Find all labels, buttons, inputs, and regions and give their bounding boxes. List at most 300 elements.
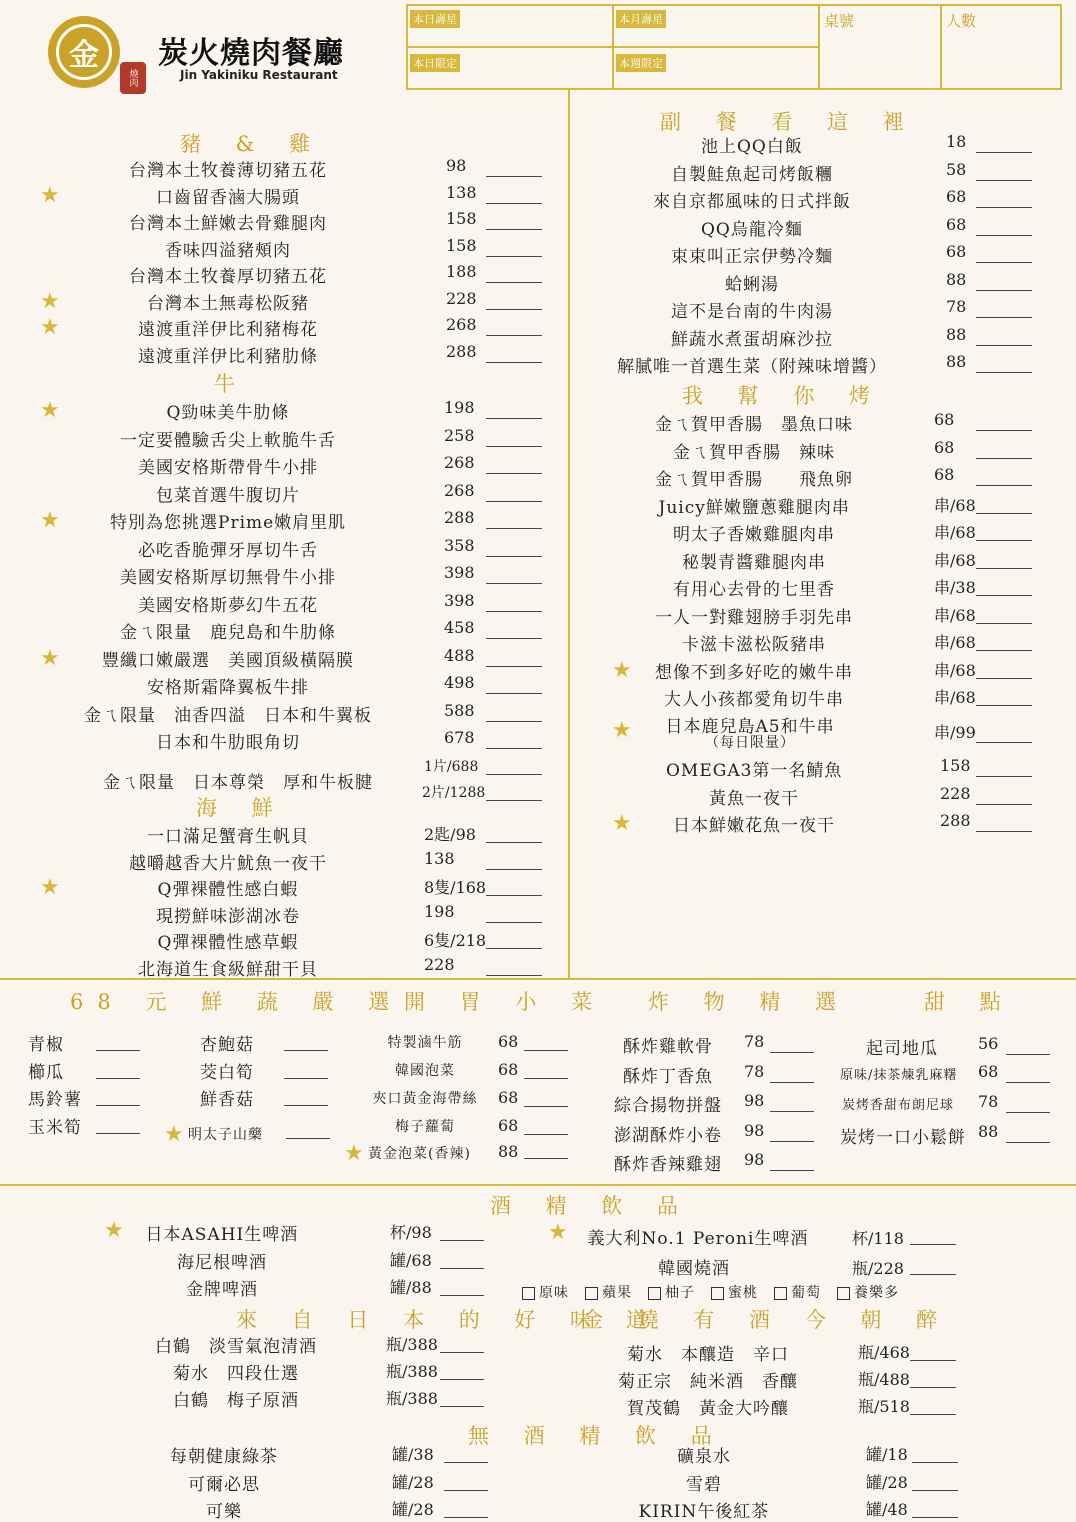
section-heading: 68 元 鮮 蔬 嚴 選 <box>70 990 404 1014</box>
write-in-line <box>910 1360 956 1361</box>
menu-item-price: 18 <box>946 132 967 151</box>
menu-item-name: 美國安格斯帶骨牛小排 <box>138 458 318 478</box>
menu-item-price: 串/68 <box>934 660 976 680</box>
menu-item-name: Juicy鮮嫩鹽蔥雞腿肉串 <box>658 497 850 518</box>
menu-item-name: 炭烤一口小鬆餅 <box>840 1128 966 1148</box>
write-in-line <box>976 513 1032 514</box>
write-in-line <box>486 473 542 474</box>
section-heading: 豬 & 雞 <box>180 132 325 156</box>
menu-item-name: 想像不到多好吃的嫩牛串 <box>655 662 853 683</box>
menu-item-price: 98 <box>744 1150 765 1169</box>
write-in-line <box>486 800 542 801</box>
menu-item-name: 白鶴 淡雪氣泡清酒 <box>155 1337 317 1357</box>
write-in-line <box>486 948 542 949</box>
menu-item-name: 口齒留香滷大腸頭 <box>156 187 300 208</box>
menu-item-price: 罐/48 <box>866 1500 908 1519</box>
menu-item-price: 68 <box>946 214 967 234</box>
menu-item-price: 678 <box>444 728 475 747</box>
menu-item-name: 鮮香菇 <box>200 1090 254 1110</box>
checkbox[interactable] <box>522 1287 535 1300</box>
menu-item-price: 288 <box>446 341 477 361</box>
section-heading: 我 幫 你 烤 <box>682 384 885 408</box>
write-in-line <box>486 611 542 612</box>
section-heading: 開 胃 小 菜 <box>404 990 607 1014</box>
menu-item-price: 98 <box>744 1091 765 1110</box>
menu-item-price: 98 <box>446 156 467 175</box>
checkbox[interactable] <box>585 1287 598 1300</box>
write-in-line <box>976 372 1032 373</box>
menu-item-price: 88 <box>946 324 967 344</box>
menu-item-price: 228 <box>940 783 971 803</box>
month-birthday-label: 本月壽星 <box>616 10 666 28</box>
write-in-line <box>910 1274 956 1275</box>
menu-item-name: 金ㄟ賀甲香腸 墨魚口味 <box>655 415 853 435</box>
section-heading: 酒 精 飲 品 <box>490 1194 693 1218</box>
menu-item-price: 158 <box>446 209 477 228</box>
flavor-label: 蜜桃 <box>728 1285 758 1301</box>
menu-item-name: 雪碧 <box>686 1474 722 1495</box>
write-in-line <box>524 1158 568 1159</box>
menu-item-name: 美國安格斯厚切無骨牛小排 <box>120 568 336 588</box>
menu-item-name: Q彈裸體性感白蝦 <box>157 880 299 900</box>
menu-item-name: 原味/抹茶煉乳麻糬 <box>840 1068 958 1083</box>
menu-item-name: 有用心去骨的七里香 <box>673 580 835 600</box>
menu-item-price: 串/99 <box>934 723 976 742</box>
menu-item-price: 228 <box>424 954 455 974</box>
section-heading: 副 餐 看 這 裡 <box>660 110 918 134</box>
menu-item-name: 遠渡重洋伊比利豬肋條 <box>138 346 318 367</box>
write-in-line <box>1006 1054 1050 1055</box>
star-icon: ★ <box>612 657 632 683</box>
write-in-line <box>486 282 542 283</box>
menu-item-price: 56 <box>978 1034 999 1053</box>
write-in-line <box>910 1244 956 1245</box>
table-number-label: 桌號 <box>824 12 855 30</box>
menu-item-name: 菊正宗 純米酒 香釀 <box>618 1372 798 1392</box>
menu-item-name: 可樂 <box>206 1502 242 1522</box>
write-in-line <box>912 1490 958 1491</box>
write-in-line <box>976 623 1032 624</box>
menu-item-name: 美國安格斯夢幻牛五花 <box>138 595 318 616</box>
soju-flavor-option <box>774 1282 821 1302</box>
menu-item-price: 138 <box>424 848 455 868</box>
menu-item-price: 罐/68 <box>390 1250 432 1270</box>
write-in-line <box>486 748 542 749</box>
menu-item-name: OMEGA3第一名鯖魚 <box>666 761 843 781</box>
menu-item-price: 串/68 <box>934 688 976 707</box>
menu-item-name: Q彈裸體性感草蝦 <box>157 933 299 953</box>
menu-item-price: 458 <box>444 618 475 637</box>
menu-item-name: （每日限量） <box>705 735 795 751</box>
write-in-line <box>440 1352 484 1353</box>
menu-item-name: 可爾必思 <box>188 1474 260 1495</box>
write-in-line <box>444 1517 488 1518</box>
write-in-line <box>976 776 1032 777</box>
write-in-line <box>486 501 542 502</box>
write-in-line <box>286 1138 330 1139</box>
write-in-line <box>444 1490 488 1491</box>
write-in-line <box>486 556 542 557</box>
menu-item-price: 78 <box>744 1032 765 1051</box>
star-icon: ★ <box>40 508 60 533</box>
menu-item-name: 安格斯霜降翼板牛排 <box>147 678 309 698</box>
write-in-line <box>976 804 1032 805</box>
menu-item-name: 池上QQ白飯 <box>701 137 803 157</box>
menu-item-price: 2匙/98 <box>424 825 476 844</box>
menu-item-name: 金ㄟ賀甲香腸 飛魚卵 <box>655 470 853 490</box>
star-icon: ★ <box>548 1220 568 1245</box>
restaurant-name: 炭火燒肉餐廳 <box>158 36 344 71</box>
menu-item-price: 98 <box>744 1120 765 1140</box>
menu-item-price: 258 <box>444 425 475 445</box>
write-in-line <box>486 362 542 363</box>
menu-item-price: 串/68 <box>934 633 976 652</box>
write-in-line <box>96 1078 140 1079</box>
menu-item-name: 日本ASAHI生啤酒 <box>145 1225 299 1245</box>
write-in-line <box>770 1170 814 1171</box>
menu-item-name: 澎湖酥炸小卷 <box>614 1125 722 1146</box>
menu-item-name: 日本鹿兒島A5和牛串 <box>665 717 835 737</box>
menu-item-name: 櫛瓜 <box>28 1062 64 1083</box>
menu-item-price: 68 <box>498 1116 519 1135</box>
menu-item-price: 68 <box>498 1060 519 1079</box>
menu-item-name: 礦泉水 <box>677 1447 731 1467</box>
menu-item-name: 金ㄟ限量 油香四溢 日本和牛翼板 <box>84 705 372 726</box>
write-in-line <box>96 1133 140 1134</box>
section-heading: 海 鮮 <box>196 796 287 820</box>
menu-item-name: 明太子香嫩雞腿肉串 <box>673 525 835 545</box>
menu-item-price: 88 <box>978 1122 999 1141</box>
flavor-label: 葡萄 <box>791 1285 821 1301</box>
write-in-line <box>486 309 542 310</box>
write-in-line <box>486 176 542 177</box>
menu-item-name: 金ㄟ限量 鹿兒島和牛肋條 <box>120 623 336 643</box>
menu-item-name: 炭烤香甜布朗尼球 <box>842 1098 955 1113</box>
menu-item-price: 158 <box>446 235 477 255</box>
menu-item-price: 8隻/168 <box>424 878 487 897</box>
menu-item-price: 358 <box>444 535 475 555</box>
menu-item-name: 海尼根啤酒 <box>177 1252 267 1273</box>
soju-flavor-option <box>711 1282 758 1302</box>
star-icon: ★ <box>104 1218 124 1243</box>
menu-item-name: 黃金泡菜(香辣) <box>368 1146 471 1162</box>
checkbox[interactable] <box>711 1287 724 1300</box>
week-limited-label: 本週限定 <box>616 54 666 72</box>
menu-item-price: 138 <box>446 182 477 202</box>
menu-item-price: 188 <box>446 262 477 281</box>
menu-item-name: 解膩唯一首選生菜（附辣味增醬） <box>617 357 887 377</box>
menu-item-name: 杏鮑菇 <box>200 1035 254 1055</box>
menu-item-name: 秘製青醬雞腿肉串 <box>682 552 826 573</box>
menu-item-name: 白鶴 梅子原酒 <box>173 1391 299 1411</box>
menu-item-name: 韓國泡菜 <box>395 1063 455 1079</box>
menu-item-price: 串/68 <box>934 605 976 625</box>
restaurant-logo <box>44 12 384 92</box>
menu-item-name: 玉米筍 <box>28 1117 82 1138</box>
flavor-label: 養樂多 <box>854 1285 899 1301</box>
menu-item-name: 台灣本土無毒松阪豬 <box>147 293 309 314</box>
menu-item-name: Q勁味美牛肋條 <box>166 403 290 423</box>
write-in-line <box>486 256 542 257</box>
menu-item-name: 菊水 本釀造 辛口 <box>627 1345 789 1365</box>
menu-item-price: 488 <box>444 645 475 665</box>
menu-item-price: 158 <box>940 756 971 775</box>
menu-item-price: 瓶/518 <box>858 1397 910 1416</box>
logo-stamp: 燒肉 <box>120 62 146 94</box>
menu-item-name: 起司地瓜 <box>866 1039 938 1059</box>
menu-item-name: 現撈鮮味澎湖冰卷 <box>156 906 300 927</box>
write-in-line <box>486 869 542 870</box>
menu-item-name: QQ烏龍冷麵 <box>701 219 803 240</box>
menu-item-price: 瓶/388 <box>386 1335 438 1354</box>
menu-item-name: 束束叫正宗伊勢冷麵 <box>671 247 833 267</box>
menu-item-name: 金ㄟ賀甲香腸 辣味 <box>673 442 835 463</box>
menu-item-price: 罐/88 <box>390 1278 432 1297</box>
menu-item-price: 268 <box>446 315 477 334</box>
section-heading: 無 酒 精 飲 品 <box>468 1424 726 1448</box>
star-icon: ★ <box>40 645 60 671</box>
menu-item-price: 68 <box>498 1088 519 1107</box>
menu-item-name: 台灣本土牧養薄切豬五花 <box>129 161 327 181</box>
write-in-line <box>770 1052 814 1053</box>
write-in-line <box>284 1105 328 1106</box>
write-in-line <box>976 345 1032 346</box>
write-in-line <box>486 335 542 336</box>
write-in-line <box>524 1134 568 1135</box>
write-in-line <box>976 568 1032 569</box>
menu-item-name: 遠渡重洋伊比利豬梅花 <box>138 320 318 340</box>
menu-item-name: 必吃香脆彈牙厚切牛舌 <box>138 540 318 561</box>
menu-item-price: 68 <box>934 465 955 484</box>
menu-item-name: 青椒 <box>28 1035 64 1055</box>
write-in-line <box>976 207 1032 208</box>
write-in-line <box>910 1414 956 1415</box>
menu-item-name: 明太子山藥 <box>188 1127 263 1143</box>
menu-item-name: 自製鮭魚起司烤飯糰 <box>671 164 833 185</box>
menu-item-name: 卡滋卡滋松阪豬串 <box>682 635 826 655</box>
menu-item-name: 這不是台南的牛肉湯 <box>671 302 833 322</box>
menu-item-name: 台灣本土牧養厚切豬五花 <box>129 267 327 287</box>
star-icon: ★ <box>344 1141 364 1166</box>
flavor-label: 柚子 <box>665 1285 695 1301</box>
menu-item-price: 588 <box>444 700 475 720</box>
menu-item-name: 酥炸雞軟骨 <box>623 1037 713 1057</box>
menu-item-name: 綜合揚物拼盤 <box>614 1096 722 1116</box>
star-icon: ★ <box>612 811 632 836</box>
menu-item-price: 罐/28 <box>866 1472 908 1492</box>
menu-item-price: 58 <box>946 159 967 179</box>
menu-item-price: 串/68 <box>934 523 976 542</box>
write-in-line <box>96 1050 140 1051</box>
menu-item-price: 1片/688 <box>424 759 479 775</box>
section-heading: 牛 <box>214 372 249 396</box>
menu-item-name: 梅子蘿蔔 <box>395 1119 455 1135</box>
menu-item-price: 罐/18 <box>866 1445 908 1464</box>
menu-item-name: 金牌啤酒 <box>186 1280 258 1300</box>
write-in-line <box>96 1105 140 1106</box>
menu-item-price: 杯/118 <box>852 1229 904 1248</box>
write-in-line <box>1006 1112 1050 1113</box>
menu-item-price: 78 <box>978 1092 999 1111</box>
menu-item-price: 瓶/228 <box>852 1259 904 1278</box>
menu-item-price: 78 <box>946 297 967 316</box>
section-heading: 炸 物 精 選 <box>648 990 851 1014</box>
write-in-line <box>486 895 542 896</box>
write-in-line <box>284 1050 328 1051</box>
menu-item-price: 串/38 <box>934 578 976 597</box>
menu-item-name: 一人一對雞翅膀手羽先串 <box>655 607 853 628</box>
write-in-line <box>486 721 542 722</box>
menu-item-name: 馬鈴薯 <box>28 1090 82 1110</box>
menu-item-name: 台灣本土鮮嫩去骨雞腿肉 <box>129 214 327 234</box>
write-in-line <box>910 1387 956 1388</box>
menu-item-name: 黃魚一夜干 <box>709 788 799 809</box>
menu-item-price: 罐/28 <box>392 1500 434 1519</box>
write-in-line <box>976 458 1032 459</box>
soju-flavor-option <box>648 1282 695 1302</box>
write-in-line <box>976 235 1032 236</box>
write-in-line <box>486 693 542 694</box>
menu-item-price: 瓶/488 <box>858 1370 910 1389</box>
menu-item-name: 來自京都風味的日式拌飯 <box>653 192 851 212</box>
menu-item-name: 包菜首選牛腹切片 <box>156 485 300 506</box>
write-in-line <box>486 922 542 923</box>
write-in-line <box>524 1050 568 1051</box>
write-in-line <box>444 1462 488 1463</box>
menu-item-price: 68 <box>498 1032 519 1051</box>
star-icon: ★ <box>40 288 60 314</box>
menu-item-price: 228 <box>446 288 477 308</box>
menu-item-price: 瓶/388 <box>386 1362 438 1381</box>
write-in-line <box>976 742 1032 743</box>
menu-item-name: 大人小孩都愛角切牛串 <box>664 690 844 710</box>
section-heading: 來 自 日 本 的 好 味 道 <box>236 1308 661 1332</box>
star-icon: ★ <box>164 1122 184 1147</box>
write-in-line <box>440 1406 484 1407</box>
menu-item-price: 88 <box>498 1142 519 1161</box>
write-in-line <box>770 1082 814 1083</box>
write-in-line <box>440 1240 484 1241</box>
write-in-line <box>770 1111 814 1112</box>
write-in-line <box>976 317 1032 318</box>
write-in-line <box>912 1517 958 1518</box>
menu-item-name: 日本鮮嫩花魚一夜干 <box>673 816 835 836</box>
star-icon: ★ <box>612 718 632 743</box>
menu-item-price: 罐/28 <box>392 1472 434 1492</box>
today-limited-label: 本日限定 <box>410 54 460 72</box>
star-icon: ★ <box>40 398 60 423</box>
write-in-line <box>1006 1142 1050 1143</box>
menu-item-name: 夾口黃金海帶絲 <box>372 1091 478 1107</box>
write-in-line <box>524 1078 568 1079</box>
menu-item-price: 498 <box>444 673 475 692</box>
write-in-line <box>486 638 542 639</box>
write-in-line <box>976 705 1032 706</box>
soju-flavor-option <box>837 1282 899 1302</box>
write-in-line <box>912 1462 958 1463</box>
menu-item-price: 串/68 <box>934 550 976 570</box>
checkbox[interactable] <box>837 1287 850 1300</box>
menu-item-price: 198 <box>444 398 475 417</box>
write-in-line <box>976 678 1032 679</box>
menu-item-price: 268 <box>444 453 475 472</box>
menu-item-price: 68 <box>978 1062 999 1081</box>
write-in-line <box>440 1268 484 1269</box>
menu-item-name: 香味四溢豬頰肉 <box>165 240 291 261</box>
menu-item-name: KIRIN午後紅茶 <box>638 1502 770 1522</box>
menu-item-price: 杯/98 <box>390 1223 432 1242</box>
write-in-line <box>976 595 1032 596</box>
write-in-line <box>524 1106 568 1107</box>
write-in-line <box>976 180 1032 181</box>
write-in-line <box>1006 1082 1050 1083</box>
menu-item-name: 金ㄟ限量 日本尊榮 厚和牛板腱 <box>103 773 373 793</box>
logo-emblem: 金 <box>48 16 120 88</box>
write-in-line <box>486 528 542 529</box>
flavor-label: 蘋果 <box>602 1285 632 1301</box>
write-in-line <box>486 583 542 584</box>
menu-item-name: 一定要體驗舌尖上軟脆牛舌 <box>120 430 336 451</box>
menu-item-price: 68 <box>934 437 955 457</box>
today-birthday-label: 本日壽星 <box>410 10 460 28</box>
menu-item-name: 蛤蜊湯 <box>725 274 779 295</box>
menu-item-name: 一口滿足蟹膏生帆貝 <box>147 827 309 847</box>
restaurant-english-name: Jin Yakiniku Restaurant <box>180 68 338 82</box>
star-icon: ★ <box>40 315 60 340</box>
write-in-line <box>440 1379 484 1380</box>
menu-item-name: 酥炸丁香魚 <box>623 1066 713 1087</box>
menu-item-name: 北海道生食級鮮甜干貝 <box>138 959 318 980</box>
menu-item-name: 義大利No.1 Peroni生啤酒 <box>587 1229 809 1249</box>
menu-item-price: 288 <box>444 508 475 527</box>
column-divider <box>568 90 570 980</box>
menu-item-name: 賀茂鶴 黃金大吟釀 <box>627 1399 789 1419</box>
menu-item-price: 88 <box>946 269 967 289</box>
section-heading: 甜 點 <box>924 990 1015 1014</box>
write-in-line <box>976 152 1032 153</box>
menu-item-price: 68 <box>946 187 967 206</box>
menu-item-name: 菊水 四段仕選 <box>173 1364 299 1384</box>
checkbox[interactable] <box>648 1287 661 1300</box>
write-in-line <box>976 262 1032 263</box>
menu-item-name: 韓國燒酒 <box>658 1259 730 1279</box>
checkbox[interactable] <box>774 1287 787 1300</box>
write-in-line <box>976 650 1032 651</box>
write-in-line <box>440 1295 484 1296</box>
menu-item-name: 特別為您挑選Prime嫩肩里肌 <box>110 513 347 533</box>
menu-item-price: 288 <box>940 811 971 830</box>
menu-item-name: 每朝健康綠茶 <box>170 1447 278 1467</box>
menu-item-price: 398 <box>444 563 475 582</box>
menu-item-price: 88 <box>946 352 967 371</box>
write-in-line <box>770 1141 814 1142</box>
write-in-line <box>486 975 542 976</box>
star-icon: ★ <box>40 875 60 900</box>
menu-item-price: 6隻/218 <box>424 931 487 950</box>
flavor-label: 原味 <box>539 1285 569 1301</box>
write-in-line <box>486 666 542 667</box>
write-in-line <box>486 229 542 230</box>
menu-item-name: 酥炸香辣雞翅 <box>614 1155 722 1175</box>
section-heading: 金 燒 有 酒 今 朝 醉 <box>582 1308 952 1332</box>
write-in-line <box>976 430 1032 431</box>
menu-item-price: 瓶/468 <box>858 1343 910 1362</box>
menu-item-price: 罐/38 <box>392 1445 434 1464</box>
menu-item-name: 鮮蔬水煮蛋胡麻沙拉 <box>671 329 833 350</box>
menu-item-name: 越嚼越香大片魷魚一夜干 <box>129 853 327 874</box>
soju-flavor-option <box>522 1282 569 1302</box>
menu-item-name: 特製滷牛筋 <box>387 1035 463 1051</box>
